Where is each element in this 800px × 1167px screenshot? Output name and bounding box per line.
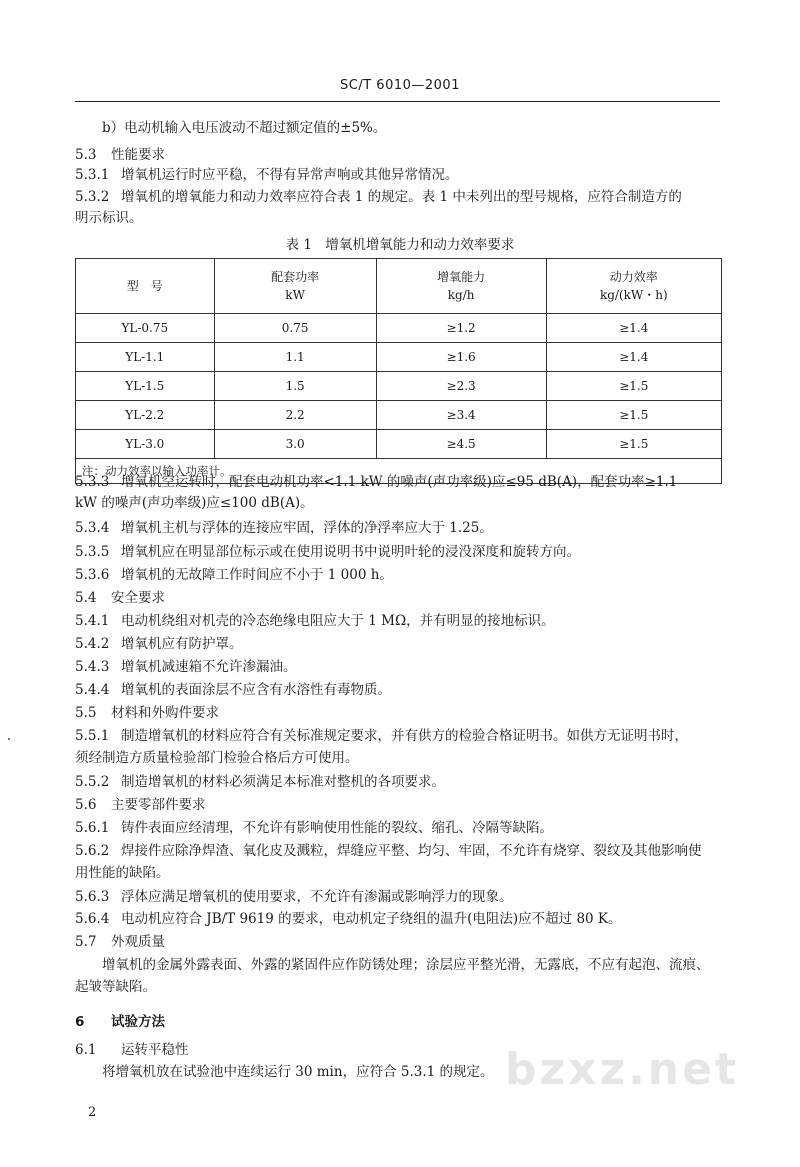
table-row bbox=[76, 401, 722, 430]
cell-model: YL-1.5 bbox=[76, 372, 215, 401]
cell-efficiency: ≥1.5 bbox=[546, 401, 721, 430]
col-header-efficiency: 动力效率 kg/(kW・h) bbox=[546, 259, 721, 314]
section-5-7-paragraph: 增氧机的金属外露表面、外露的紧固件应作防锈处理；涂层应平整光滑，无露底，不应有起泡、流痕、 bbox=[102, 957, 710, 973]
cell-capacity: ≥3.4 bbox=[376, 401, 546, 430]
col-header-power: 配套功率 kW bbox=[214, 259, 376, 314]
clause-5-6-1: 5.6.1 铸件表面应经清理，不允许有影响使用性能的裂纹、缩孔、冷隔等缺陷。 bbox=[75, 820, 553, 836]
col-header-oxygen-capacity: 增氧能力 kg/h bbox=[376, 259, 546, 314]
clause-5-5-2: 5.5.2 制造增氧机的材料必须满足本标准对整机的各项要求。 bbox=[75, 774, 445, 790]
scan-speck bbox=[8, 738, 10, 740]
table-note: 注：动力效率以输入功率计。 bbox=[76, 459, 722, 484]
clause-5-3-6: 5.3.6 增氧机的无故障工作时间应不小于 1 000 h。 bbox=[75, 567, 393, 583]
clause-5-3-2-cont: 明示标识。 bbox=[75, 210, 143, 226]
cell-model: YL-0.75 bbox=[76, 314, 215, 343]
cell-power: 1.1 bbox=[214, 343, 376, 372]
clause-5-4-1: 5.4.1 电动机绕组对机壳的冷态绝缘电阻应大于 1 MΩ，并有明显的接地标识。 bbox=[75, 613, 555, 629]
table-header-row bbox=[76, 259, 722, 314]
standard-code-header: SC/T 6010—2001 bbox=[340, 78, 460, 93]
cell-model: YL-2.2 bbox=[76, 401, 215, 430]
section-5-4: 5.4 安全要求 bbox=[75, 590, 165, 606]
clause-5-6-2-cont: 用性能的缺陷。 bbox=[75, 865, 170, 881]
table-row bbox=[76, 314, 722, 343]
clause-5-3-3: 5.3.3 增氧机空运转时，配套电动机功率<1.1 kW 的噪声(声功率级)应≤95 dB(A)，配套功率≥1.1 bbox=[75, 474, 678, 490]
table-caption: 表 1 增氧机增氧能力和动力效率要求 bbox=[285, 237, 515, 253]
cell-efficiency: ≥1.4 bbox=[546, 314, 721, 343]
cell-model: YL-1.1 bbox=[76, 343, 215, 372]
section-5-5: 5.5 材料和外购件要求 bbox=[75, 705, 219, 721]
clause-5-3-3-cont: kW 的噪声(声功率级)应≤100 dB(A)。 bbox=[75, 495, 314, 511]
spec-table bbox=[75, 258, 722, 484]
item-b: b）电动机输入电压波动不超过额定值的±5%。 bbox=[102, 120, 387, 136]
table-row bbox=[76, 343, 722, 372]
cell-model: YL-3.0 bbox=[76, 430, 215, 459]
clause-5-3-2: 5.3.2 增氧机的增氧能力和动力效率应符合表 1 的规定。表 1 中未列出的型号规格，应符合制造方的 bbox=[75, 189, 682, 205]
clause-5-6-4: 5.6.4 电动机应符合 JB/T 9619 的要求，电动机定子绕组的温升(电阻法)应不超过 80 K。 bbox=[75, 911, 622, 927]
clause-5-3-4: 5.3.4 增氧机主机与浮体的连接应牢固，浮体的净浮率应大于 1.25。 bbox=[75, 520, 493, 536]
cell-efficiency: ≥1.5 bbox=[546, 372, 721, 401]
section-5-7: 5.7 外观质量 bbox=[75, 934, 165, 950]
clause-5-3-1: 5.3.1 增氧机运行时应平稳，不得有异常声响或其他异常情况。 bbox=[75, 167, 459, 183]
cell-power: 1.5 bbox=[214, 372, 376, 401]
table-row bbox=[76, 372, 722, 401]
clause-5-5-1: 5.5.1 制造增氧机的材料应符合有关标准规定要求，并有供方的检验合格证明书。如供方无证明书时， bbox=[75, 728, 688, 744]
clause-5-4-2: 5.4.2 增氧机应有防护罩。 bbox=[75, 636, 243, 652]
clause-5-3-5: 5.3.5 增氧机应在明显部位标示或在使用说明书中说明叶轮的浸没深度和旋转方向。 bbox=[75, 544, 580, 560]
cell-efficiency: ≥1.5 bbox=[546, 430, 721, 459]
section-6-1: 6.1 运转平稳性 bbox=[75, 1042, 189, 1058]
section-6-1-paragraph: 将增氧机放在试验池中连续运行 30 min，应符合 5.3.1 的规定。 bbox=[102, 1064, 494, 1080]
table-row bbox=[76, 430, 722, 459]
cell-power: 2.2 bbox=[214, 401, 376, 430]
clause-5-5-1-cont: 须经制造方质量检验部门检验合格后方可使用。 bbox=[75, 750, 359, 766]
clause-5-6-3: 5.6.3 浮体应满足增氧机的使用要求，不允许有渗漏或影响浮力的现象。 bbox=[75, 889, 513, 905]
section-5-3: 5.3 性能要求 bbox=[75, 147, 165, 163]
header-rule bbox=[75, 101, 720, 102]
cell-efficiency: ≥1.4 bbox=[546, 343, 721, 372]
cell-capacity: ≥4.5 bbox=[376, 430, 546, 459]
section-5-7-paragraph-cont: 起皱等缺陷。 bbox=[75, 979, 156, 995]
col-header-model: 型 号 bbox=[76, 259, 215, 314]
page-number: 2 bbox=[88, 1105, 97, 1120]
clause-5-4-4: 5.4.4 增氧机的表面涂层不应含有水溶性有毒物质。 bbox=[75, 682, 391, 698]
clause-5-4-3: 5.4.3 增氧机减速箱不允许渗漏油。 bbox=[75, 659, 297, 675]
chapter-6-heading: 6 试验方法 bbox=[75, 1014, 165, 1030]
cell-power: 3.0 bbox=[214, 430, 376, 459]
watermark: bzxz.net bbox=[505, 1044, 740, 1095]
clause-5-6-2: 5.6.2 焊接件应除净焊渣、氧化皮及溅粒，焊缝应平整、均匀、牢固，不允许有烧穿、裂纹及其他影响使 bbox=[75, 843, 702, 859]
cell-capacity: ≥2.3 bbox=[376, 372, 546, 401]
cell-power: 0.75 bbox=[214, 314, 376, 343]
section-5-6: 5.6 主要零部件要求 bbox=[75, 797, 206, 813]
cell-capacity: ≥1.2 bbox=[376, 314, 546, 343]
cell-capacity: ≥1.6 bbox=[376, 343, 546, 372]
